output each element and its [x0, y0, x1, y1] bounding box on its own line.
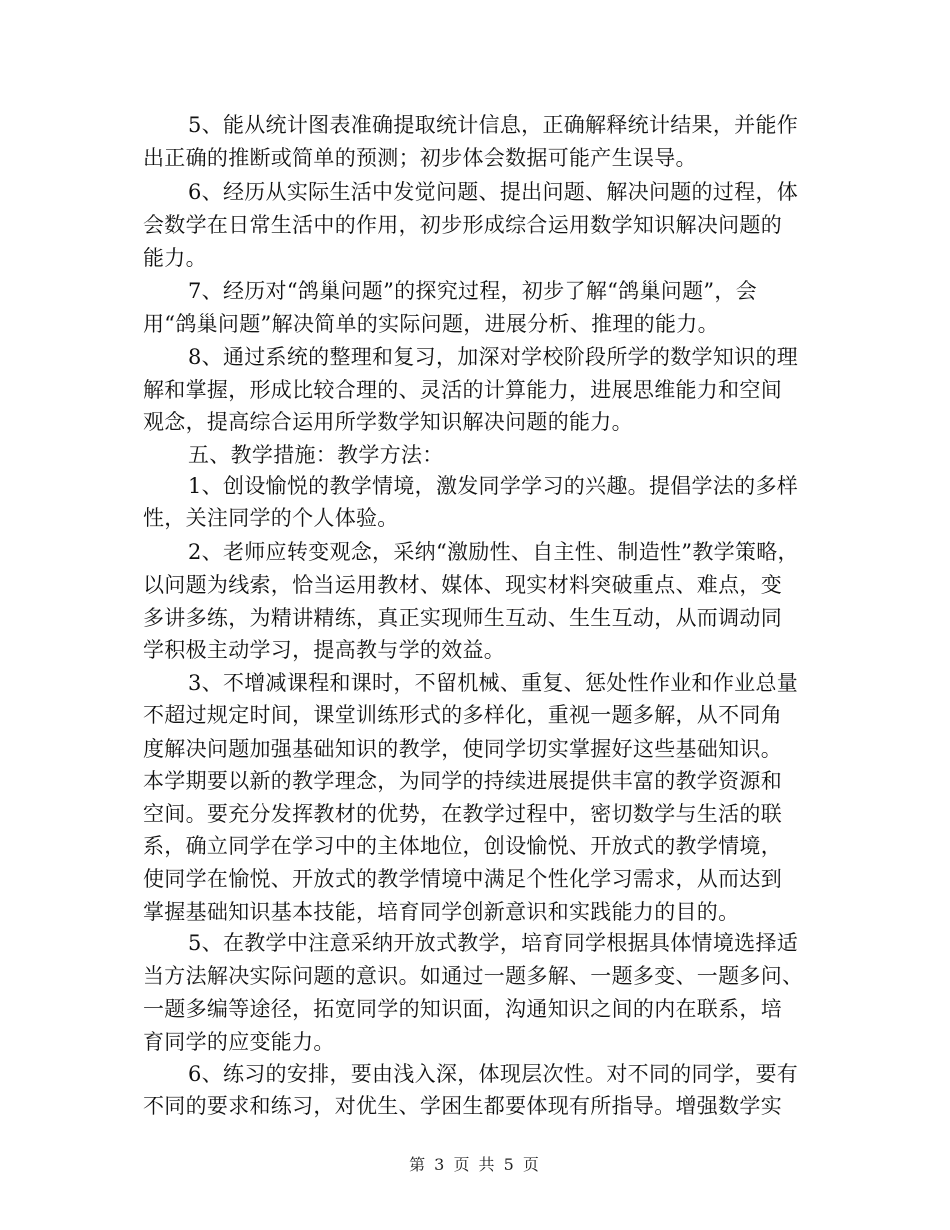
text-line: 5、能从统计图表准确提取统计信息，正确解释统计结果，并能作: [188, 113, 799, 137]
text-line: 度解决问题加强基础知识的教学，使同学切实掌握好这些基础知识。: [143, 737, 782, 761]
text-line: 一题多编等途径，拓宽同学的知识面，沟通知识之间的内在联系，培: [143, 997, 782, 1021]
text-line: 性，关注同学的个人体验。: [143, 506, 399, 530]
text-line: 3、不增减课程和课时，不留机械、重复、惩处性作业和作业总量: [188, 671, 799, 695]
text-line: 当方法解决实际问题的意识。如通过一题多解、一题多变、一题多问、: [143, 964, 804, 988]
text-line: 会数学在日常生活中的作用，初步形成综合运用数学知识解决问题的: [143, 213, 782, 237]
text-line: 5、在教学中注意采纳开放式教学，培育同学根据具体情境选择适: [188, 931, 799, 955]
text-line: 多讲多练，为精讲精练，真正实现师生互动、生生互动，从而调动同: [143, 606, 782, 630]
text-line: 以问题为线索，恰当运用教材、媒体、现实材料突破重点、难点，变: [143, 573, 782, 597]
text-line: 1、创设愉悦的教学情境，激发同学学习的兴趣。提倡学法的多样: [188, 474, 799, 498]
text-line: 育同学的应变能力。: [143, 1030, 335, 1054]
text-line: 8、通过系统的整理和复习，加深对学校阶段所学的数学知识的理: [188, 345, 799, 369]
section-heading: 五、教学措施：教学方法：: [188, 443, 444, 467]
text-line: 掌握基础知识基本技能，培育同学创新意识和实践能力的目的。: [143, 900, 740, 924]
page-footer: 第 3 页 共 5 页: [409, 1155, 541, 1174]
text-line: 7、经历对“鸽巢问题”的探究过程，初步了解“鸽巢问题”，会: [188, 279, 758, 303]
text-line: 不超过规定时间，课堂训练形式的多样化，重视一题多解，从不同角: [143, 703, 782, 727]
text-line: 本学期要以新的教学理念，为同学的持续进展提供丰富的教学资源和: [143, 769, 782, 793]
text-line: 解和掌握，形成比较合理的、灵活的计算能力，进展思维能力和空间: [143, 378, 782, 402]
text-line: 学积极主动学习，提高教与学的效益。: [143, 638, 506, 662]
text-line: 使同学在愉悦、开放式的教学情境中满足个性化学习需求，从而达到: [143, 867, 782, 891]
text-line: 系，确立同学在学习中的主体地位，创设愉悦、开放式的教学情境，: [143, 834, 782, 858]
text-line: 观念，提高综合运用所学数学知识解决问题的能力。: [143, 410, 633, 434]
text-line: 空间。要充分发挥教材的优势，在教学过程中，密切数学与生活的联: [143, 802, 782, 826]
text-line: 能力。: [143, 246, 207, 270]
text-line: 出正确的推断或简单的预测；初步体会数据可能产生误导。: [143, 146, 697, 170]
text-line: 6、经历从实际生活中发觉问题、提出问题、解决问题的过程，体: [188, 180, 799, 204]
text-line: 6、练习的安排，要由浅入深，体现层次性。对不同的同学，要有: [188, 1062, 799, 1086]
text-line: 用“鸽巢问题”解决简单的实际问题，进展分析、推理的能力。: [143, 312, 719, 336]
text-line: 2、老师应转变观念，采纳“激励性、自主性、制造性”教学策略，: [188, 540, 799, 564]
text-line: 不同的要求和练习，对优生、学困生都要体现有所指导。增强数学实: [143, 1094, 782, 1118]
